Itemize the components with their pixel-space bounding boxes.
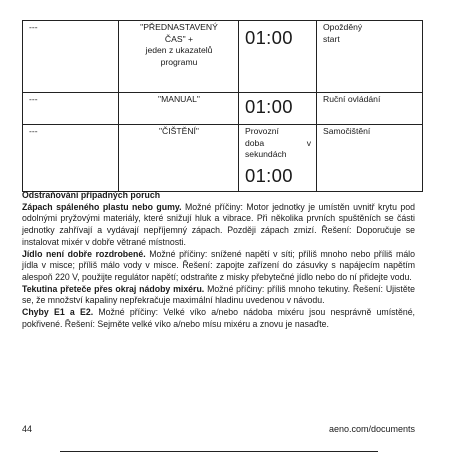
issue-title: Jídlo není dobře rozdrobené. — [22, 248, 146, 259]
issue-text: Možné příčiny: Velké víko a/nebo nádoba mixéru jsou nesprávně umístěné, pokřivené. Řešení: Sejměte velké víko a/nebo mísu mixéru a znovu je nasaďte. — [22, 307, 415, 329]
issue-text: Možné příčiny: snížené napětí v síti; příliš mnoho nebo příliš málo jídla v misce; příliš málo vody v misce. Řešení: zapojte zařízení do zásuvky s napájecím napětím alespoň 220 V, použijte regulátor napětí; odstraňte z misky přebytečné jídlo nebo do ní přidejte vodu. — [22, 248, 415, 282]
footer-divider — [60, 451, 378, 452]
cell-display: "ČIŠTĚNÍ" — [119, 125, 239, 192]
cell-display: "PŘEDNASTAVENÝ ČAS" + jeden z ukazatelů programu — [119, 21, 239, 93]
issue-paragraph — [22, 202, 415, 249]
cell-time — [239, 93, 317, 125]
issue-text: Možné příčiny: příliš mnoho tekutiny. Řešení: Ujistěte se, že množství kapaliny nepřekračuje maximální hladinu uvedenou v návodu. — [22, 283, 415, 306]
cell-function: Samočištění — [317, 125, 423, 192]
page-footer — [22, 424, 415, 434]
table-row — [23, 93, 423, 125]
issue-title: Tekutina přeteče přes okraj nádoby mixéru. — [22, 283, 205, 294]
table-row — [23, 21, 423, 93]
modes-table — [22, 20, 423, 192]
issue-paragraph — [22, 307, 415, 330]
cell-function: Ruční ovládání — [317, 93, 423, 125]
troubleshooting-section — [22, 190, 415, 330]
page-number: 44 — [22, 424, 33, 434]
cell-function: Opožděný start — [317, 21, 423, 93]
cell-indicator: --- — [23, 93, 119, 125]
time-value: 01:00 — [245, 96, 293, 117]
cell-indicator: --- — [23, 125, 119, 192]
issue-text: Možné příčiny: Motor jednotky je umístěn uvnitř krytu pod odolnými pryžovými materiály, které snižují hluk a vibrace. Při několika prvních spuštěních se části jednotky zahřívají a vydávají nepříjemný zápach. Později zápach zmizí. Řešení: Doporučuje se instalovat mixér v dobře větrané místnosti. — [22, 201, 415, 247]
footer-url: aeno.com/documents — [328, 424, 415, 434]
issue-paragraph — [22, 249, 415, 284]
cell-time — [239, 21, 317, 93]
cell-time: Provozní doba v sekundách 01:00 — [239, 125, 317, 192]
table-row — [23, 125, 423, 192]
cell-indicator: --- — [23, 21, 119, 93]
issue-title: Chyby E1 a E2. — [22, 307, 94, 318]
section-heading: Odstraňování případných poruch — [22, 190, 161, 200]
cell-display: "MANUAL" — [119, 93, 239, 125]
issue-title: Zápach spáleného plastu nebo gumy. — [22, 201, 182, 212]
time-value: 01:00 — [245, 27, 293, 48]
issue-paragraph — [22, 284, 415, 307]
time-value: 01:00 — [245, 164, 293, 186]
